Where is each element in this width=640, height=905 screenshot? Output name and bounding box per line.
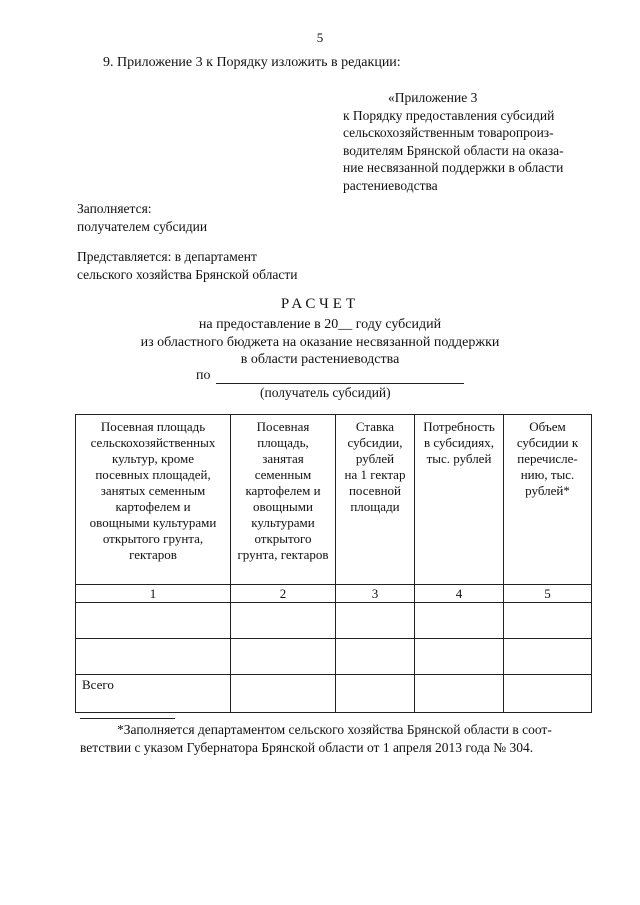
column-number: 5 bbox=[504, 585, 592, 603]
table-cell bbox=[504, 603, 592, 639]
table-cell bbox=[336, 675, 415, 713]
po-label: по bbox=[196, 368, 211, 383]
calc-subtitle-line: на предоставление в 20__ году субсидий bbox=[198, 317, 442, 332]
table-cell bbox=[231, 639, 336, 675]
appendix-line: растениеводства bbox=[343, 177, 438, 193]
calculation-table bbox=[75, 414, 592, 713]
filled-by-block bbox=[77, 200, 207, 235]
footnote-line: ветствии с указом Губернатора Брянской области от 1 апреля 2013 года № 304. bbox=[80, 740, 534, 755]
appendix-title: «Приложение 3 bbox=[388, 90, 478, 105]
item-line: 9. Приложение 3 к Порядку изложить в редакции: bbox=[103, 55, 401, 70]
appendix-line: сельскохозяйственным товаропроиз- bbox=[343, 125, 554, 140]
calc-subtitle-line: из областного бюджета на оказание несвязанной поддержки bbox=[140, 334, 500, 350]
column-number-row bbox=[76, 585, 592, 603]
calc-title: РАСЧЕТ bbox=[280, 296, 360, 312]
table-cell bbox=[336, 639, 415, 675]
total-label: Всего bbox=[76, 675, 231, 713]
filled-by-label: Заполняется: bbox=[77, 201, 152, 216]
appendix-line: ние несвязанной поддержки в области bbox=[343, 160, 564, 175]
submitted-to-block bbox=[77, 248, 297, 283]
header-cell: Посевная площадь, занятая семенным картофелем и овощными культурами открытого грунта, гектаров bbox=[231, 415, 336, 585]
column-number: 4 bbox=[415, 585, 504, 603]
submitted-to-line2: сельского хозяйства Брянской области bbox=[77, 266, 298, 282]
appendix-heading bbox=[343, 89, 583, 194]
recipient-blank-line bbox=[216, 383, 464, 384]
calc-subtitle-line: в области растениеводства bbox=[240, 352, 400, 367]
page-number: 5 bbox=[316, 30, 324, 45]
table-cell bbox=[76, 603, 231, 639]
total-row bbox=[76, 675, 592, 713]
table-row bbox=[76, 603, 592, 639]
recipient-caption: (получатель субсидий) bbox=[260, 385, 391, 400]
table-cell bbox=[415, 675, 504, 713]
table-cell bbox=[415, 603, 504, 639]
header-cell: Посевная площадь сельскохозяйственных культур, кроме посевных площадей, занятых семенным картофелем и овощными культурами открытого грунта, гектаров bbox=[76, 415, 231, 585]
footnote-line: *Заполняется департаментом сельского хозяйства Брянской области в соот- bbox=[117, 722, 552, 737]
footnote-rule bbox=[80, 718, 175, 719]
appendix-line: водителям Брянской области на оказа- bbox=[343, 142, 564, 158]
filled-by-value: получателем субсидии bbox=[77, 218, 208, 234]
table-cell bbox=[504, 675, 592, 713]
appendix-line: к Порядку предоставления субсидий bbox=[343, 107, 555, 123]
header-cell: Ставка субсидии, рублей на 1 гектар посевной площади bbox=[336, 415, 415, 585]
column-number: 1 bbox=[76, 585, 231, 603]
table-row bbox=[76, 639, 592, 675]
header-cell: Потребность в субсидиях, тыс. рублей bbox=[415, 415, 504, 585]
table-cell bbox=[76, 639, 231, 675]
header-cell: Объем субсидии к перечисле- нию, тыс. рублей* bbox=[504, 415, 592, 585]
table-cell bbox=[504, 639, 592, 675]
table-header-row bbox=[76, 415, 592, 585]
table-cell bbox=[336, 603, 415, 639]
table-cell bbox=[231, 675, 336, 713]
table-cell bbox=[231, 603, 336, 639]
submitted-to-line1: Представляется: в департамент bbox=[77, 249, 257, 264]
column-number: 3 bbox=[336, 585, 415, 603]
column-number: 2 bbox=[231, 585, 336, 603]
table-cell bbox=[415, 639, 504, 675]
footnote bbox=[80, 721, 580, 757]
calc-subtitle bbox=[0, 316, 640, 369]
